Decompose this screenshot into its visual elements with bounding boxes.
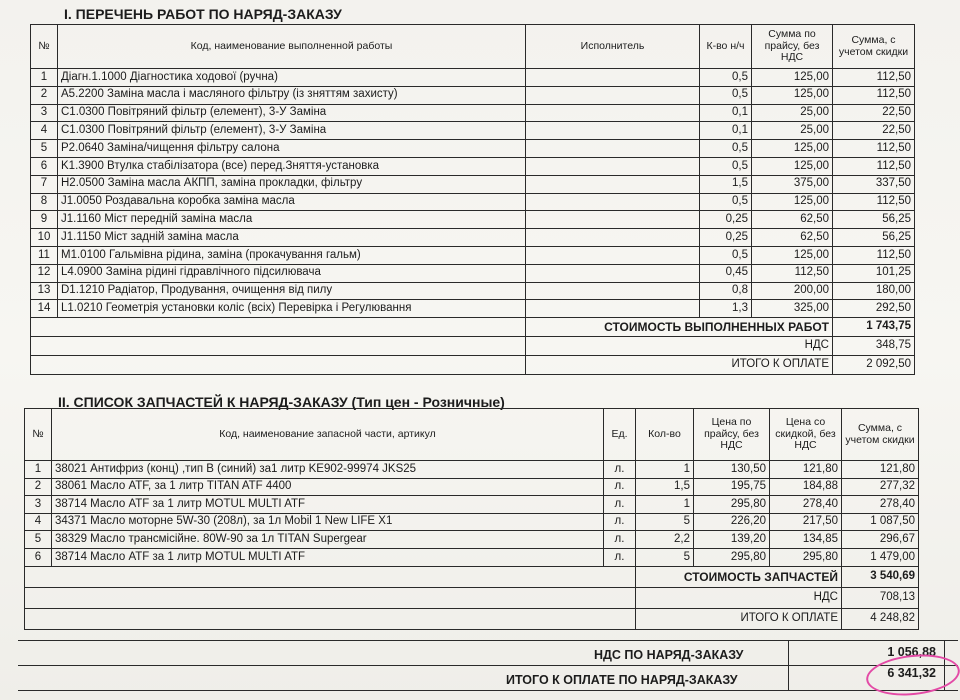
work-row-name: J1.1150 Міст задній заміна масла [58, 229, 526, 247]
work-row-sum: 180,00 [833, 282, 915, 300]
work-row-number: 2 [31, 86, 58, 104]
work-row-sum: 112,50 [833, 157, 915, 175]
part-row [25, 513, 919, 531]
col-hours: К-во н/ч [700, 25, 752, 69]
part-row-number: 4 [25, 513, 52, 531]
part-row-quantity: 1 [636, 496, 694, 514]
work-row-hours: 0,5 [700, 157, 752, 175]
work-row-name: H2.0500 Заміна масла АКПП, заміна прокладки, фільтру [58, 175, 526, 193]
work-row-price: 125,00 [752, 140, 833, 158]
work-row-performer [526, 69, 700, 87]
work-row [31, 300, 915, 318]
work-row-name: P2.0640 Заміна/чищення фільтру салона [58, 140, 526, 158]
work-row-price: 62,50 [752, 211, 833, 229]
col-parts-num: № [25, 409, 52, 461]
col-discount-sum: Сумма, с учетом скидки [833, 25, 915, 69]
work-row [31, 175, 915, 193]
part-row-unit: л. [604, 461, 636, 479]
work-row-performer [526, 140, 700, 158]
work-row-hours: 0,25 [700, 229, 752, 247]
work-row-performer [526, 282, 700, 300]
work-row [31, 246, 915, 264]
work-row-number: 6 [31, 157, 58, 175]
part-row-discount-price: 217,50 [770, 513, 842, 531]
work-row-hours: 0,5 [700, 86, 752, 104]
part-row-sum: 121,80 [842, 461, 919, 479]
part-row-name: 38714 Масло ATF за 1 литр MOTUL MULTI ATF [52, 496, 604, 514]
part-row [25, 496, 919, 514]
part-row-unit: л. [604, 531, 636, 549]
parts-pay-value: 4 248,82 [842, 608, 919, 629]
work-row-number: 1 [31, 69, 58, 87]
work-row-performer [526, 86, 700, 104]
work-row-price: 125,00 [752, 246, 833, 264]
parts-vat-label: НДС [636, 587, 842, 608]
work-row [31, 282, 915, 300]
section2-title: II. СПИСОК ЗАПЧАСТЕЙ К НАРЯД-ЗАКАЗУ (Тип цен - Розничные) [58, 394, 505, 410]
work-row-hours: 0,5 [700, 246, 752, 264]
work-row-name: L1.0210 Геометрія установки коліс (всіх) Перевірка і Регулювання [58, 300, 526, 318]
work-row-hours: 0,1 [700, 122, 752, 140]
work-row-name: K1.3900 Втулка стабілізатора (все) перед.Зняття-установка [58, 157, 526, 175]
work-row-price: 125,00 [752, 69, 833, 87]
part-row-sum: 1 479,00 [842, 548, 919, 566]
part-row-list-price: 195,75 [694, 478, 770, 496]
works-total-blank [31, 318, 526, 337]
col-num: № [31, 25, 58, 69]
work-row-name: J1.1160 Міст передній заміна масла [58, 211, 526, 229]
col-work-name: Код, наименование выполненной работы [58, 25, 526, 69]
work-row-sum: 56,25 [833, 229, 915, 247]
part-row-quantity: 2,2 [636, 531, 694, 549]
work-row-performer [526, 122, 700, 140]
part-row-list-price: 295,80 [694, 496, 770, 514]
part-row-quantity: 5 [636, 513, 694, 531]
part-row-sum: 277,32 [842, 478, 919, 496]
footer-rule-top [18, 640, 958, 641]
parts-pay-blank [25, 608, 636, 629]
parts-total-blank [25, 566, 636, 587]
col-quantity: Кол-во [636, 409, 694, 461]
work-row-performer [526, 300, 700, 318]
works-pay-label: ИТОГО К ОПЛАТЕ [526, 356, 833, 375]
work-row [31, 229, 915, 247]
part-row-sum: 296,67 [842, 531, 919, 549]
part-row-discount-price: 121,80 [770, 461, 842, 479]
footer-vat-value: 1 056,88 [887, 645, 936, 659]
part-row-number: 5 [25, 531, 52, 549]
work-row-performer [526, 157, 700, 175]
work-row-number: 14 [31, 300, 58, 318]
col-discount-price: Цена со скидкой, без НДС [770, 409, 842, 461]
work-row-price: 125,00 [752, 157, 833, 175]
works-total-value: 1 743,75 [833, 318, 915, 337]
work-row-name: A5.2200 Заміна масла і масляного фільтру (із зняттям захисту) [58, 86, 526, 104]
work-row [31, 122, 915, 140]
part-row [25, 548, 919, 566]
part-row-number: 3 [25, 496, 52, 514]
work-row-price: 25,00 [752, 122, 833, 140]
parts-vat-value: 708,13 [842, 587, 919, 608]
work-row-price: 25,00 [752, 104, 833, 122]
col-part-sum: Сумма, с учетом скидки [842, 409, 919, 461]
footer-rule-bottom [18, 690, 958, 691]
part-row-sum: 1 087,50 [842, 513, 919, 531]
work-row-number: 8 [31, 193, 58, 211]
work-row-hours: 0,45 [700, 264, 752, 282]
work-row-price: 62,50 [752, 229, 833, 247]
work-row-performer [526, 211, 700, 229]
work-row-number: 10 [31, 229, 58, 247]
work-row-price: 200,00 [752, 282, 833, 300]
part-row-sum: 278,40 [842, 496, 919, 514]
part-row-name: 38329 Масло трансмісійне. 80W-90 за 1л TITAN Supergear [52, 531, 604, 549]
work-row-number: 12 [31, 264, 58, 282]
part-row [25, 478, 919, 496]
work-row-sum: 112,50 [833, 69, 915, 87]
works-table [30, 24, 915, 375]
work-row-sum: 112,50 [833, 193, 915, 211]
work-row-sum: 22,50 [833, 122, 915, 140]
col-list-price: Цена по прайсу, без НДС [694, 409, 770, 461]
work-row-hours: 0,8 [700, 282, 752, 300]
work-row-price: 325,00 [752, 300, 833, 318]
work-row-performer [526, 104, 700, 122]
works-vat-blank [31, 337, 526, 356]
part-row-name: 34371 Масло моторне 5W-30 (208л), за 1л Mobil 1 New LIFE X1 [52, 513, 604, 531]
part-row-list-price: 139,20 [694, 531, 770, 549]
part-row-name: 38714 Масло ATF за 1 литр MOTUL MULTI ATF [52, 548, 604, 566]
part-row-unit: л. [604, 478, 636, 496]
part-row-name: 38061 Масло ATF, за 1 литр TITAN ATF 4400 [52, 478, 604, 496]
parts-table-body [25, 461, 919, 567]
work-row-performer [526, 229, 700, 247]
work-row-price: 125,00 [752, 193, 833, 211]
work-row-hours: 0,5 [700, 140, 752, 158]
part-row-discount-price: 134,85 [770, 531, 842, 549]
col-part-name: Код, наименование запасной части, артикул [52, 409, 604, 461]
work-row-sum: 112,50 [833, 86, 915, 104]
work-row-hours: 0,5 [700, 193, 752, 211]
work-row-number: 11 [31, 246, 58, 264]
work-row-performer [526, 246, 700, 264]
part-row-unit: л. [604, 513, 636, 531]
col-price: Сумма по прайсу, без НДС [752, 25, 833, 69]
part-row-quantity: 1,5 [636, 478, 694, 496]
work-row-number: 7 [31, 175, 58, 193]
parts-table [24, 408, 919, 630]
work-row [31, 104, 915, 122]
footer-pay-value: 6 341,32 [887, 666, 936, 680]
work-row-hours: 0,1 [700, 104, 752, 122]
work-row-number: 9 [31, 211, 58, 229]
part-row-list-price: 295,80 [694, 548, 770, 566]
work-row [31, 264, 915, 282]
work-row [31, 211, 915, 229]
work-row-hours: 1,3 [700, 300, 752, 318]
work-row-performer [526, 264, 700, 282]
work-row-price: 112,50 [752, 264, 833, 282]
work-row-name: C1.0300 Повітряний фільтр (елемент), 3-У Заміна [58, 122, 526, 140]
footer-rule-mid [18, 665, 958, 666]
work-row [31, 140, 915, 158]
work-row [31, 193, 915, 211]
work-row-sum: 56,25 [833, 211, 915, 229]
part-row-unit: л. [604, 548, 636, 566]
part-row-discount-price: 278,40 [770, 496, 842, 514]
work-row-sum: 112,50 [833, 246, 915, 264]
work-row-performer [526, 193, 700, 211]
work-row-sum: 101,25 [833, 264, 915, 282]
works-table-body [31, 69, 915, 318]
part-row [25, 461, 919, 479]
part-row-quantity: 1 [636, 461, 694, 479]
works-pay-blank [31, 356, 526, 375]
work-row-name: M1.0100 Гальмівна рідина, заміна (прокачування гальм) [58, 246, 526, 264]
work-row-sum: 112,50 [833, 140, 915, 158]
work-row-name: L4.0900 Заміна рідині гідравлічного підсилювача [58, 264, 526, 282]
works-vat-label: НДС [526, 337, 833, 356]
parts-total-value: 3 540,69 [842, 566, 919, 587]
work-row-number: 3 [31, 104, 58, 122]
part-row [25, 531, 919, 549]
work-row-number: 13 [31, 282, 58, 300]
part-row-discount-price: 295,80 [770, 548, 842, 566]
parts-pay-label: ИТОГО К ОПЛАТЕ [636, 608, 842, 629]
work-row-hours: 0,25 [700, 211, 752, 229]
work-row-sum: 292,50 [833, 300, 915, 318]
work-row-sum: 22,50 [833, 104, 915, 122]
part-row-name: 38021 Антифриз (конц) ,тип В (синий) за1 литр KE902-99974 JKS25 [52, 461, 604, 479]
work-row-name: C1.0300 Повітряний фільтр (елемент), 3-У Заміна [58, 104, 526, 122]
work-row-performer [526, 175, 700, 193]
work-row-hours: 0,5 [700, 69, 752, 87]
part-row-quantity: 5 [636, 548, 694, 566]
col-unit: Ед. [604, 409, 636, 461]
work-row-price: 125,00 [752, 86, 833, 104]
section1-title: I. ПЕРЕЧЕНЬ РАБОТ ПО НАРЯД-ЗАКАЗУ [64, 6, 342, 22]
part-row-number: 6 [25, 548, 52, 566]
parts-total-label: СТОИМОСТЬ ЗАПЧАСТЕЙ [636, 566, 842, 587]
works-vat-value: 348,75 [833, 337, 915, 356]
parts-vat-blank [25, 587, 636, 608]
work-row-sum: 337,50 [833, 175, 915, 193]
footer-pay-label: ИТОГО К ОПЛАТЕ ПО НАРЯД-ЗАКАЗУ [506, 673, 738, 687]
work-row-name: J1.0050 Роздавальна коробка заміна масла [58, 193, 526, 211]
footer-divider [788, 640, 789, 690]
part-row-discount-price: 184,88 [770, 478, 842, 496]
part-row-number: 2 [25, 478, 52, 496]
work-row-name: Діагн.1.1000 Діагностика ходової (ручна) [58, 69, 526, 87]
works-total-label: СТОИМОСТЬ ВЫПОЛНЕННЫХ РАБОТ [526, 318, 833, 337]
footer-vat-label: НДС ПО НАРЯД-ЗАКАЗУ [594, 648, 744, 662]
part-row-list-price: 226,20 [694, 513, 770, 531]
work-row-price: 375,00 [752, 175, 833, 193]
part-row-number: 1 [25, 461, 52, 479]
work-row-hours: 1,5 [700, 175, 752, 193]
work-row [31, 69, 915, 87]
work-row-number: 4 [31, 122, 58, 140]
col-performer: Исполнитель [526, 25, 700, 69]
work-row-number: 5 [31, 140, 58, 158]
part-row-unit: л. [604, 496, 636, 514]
works-pay-value: 2 092,50 [833, 356, 915, 375]
part-row-list-price: 130,50 [694, 461, 770, 479]
work-row [31, 86, 915, 104]
work-row [31, 157, 915, 175]
work-row-name: D1.1210 Радіатор, Продування, очищення від пилу [58, 282, 526, 300]
